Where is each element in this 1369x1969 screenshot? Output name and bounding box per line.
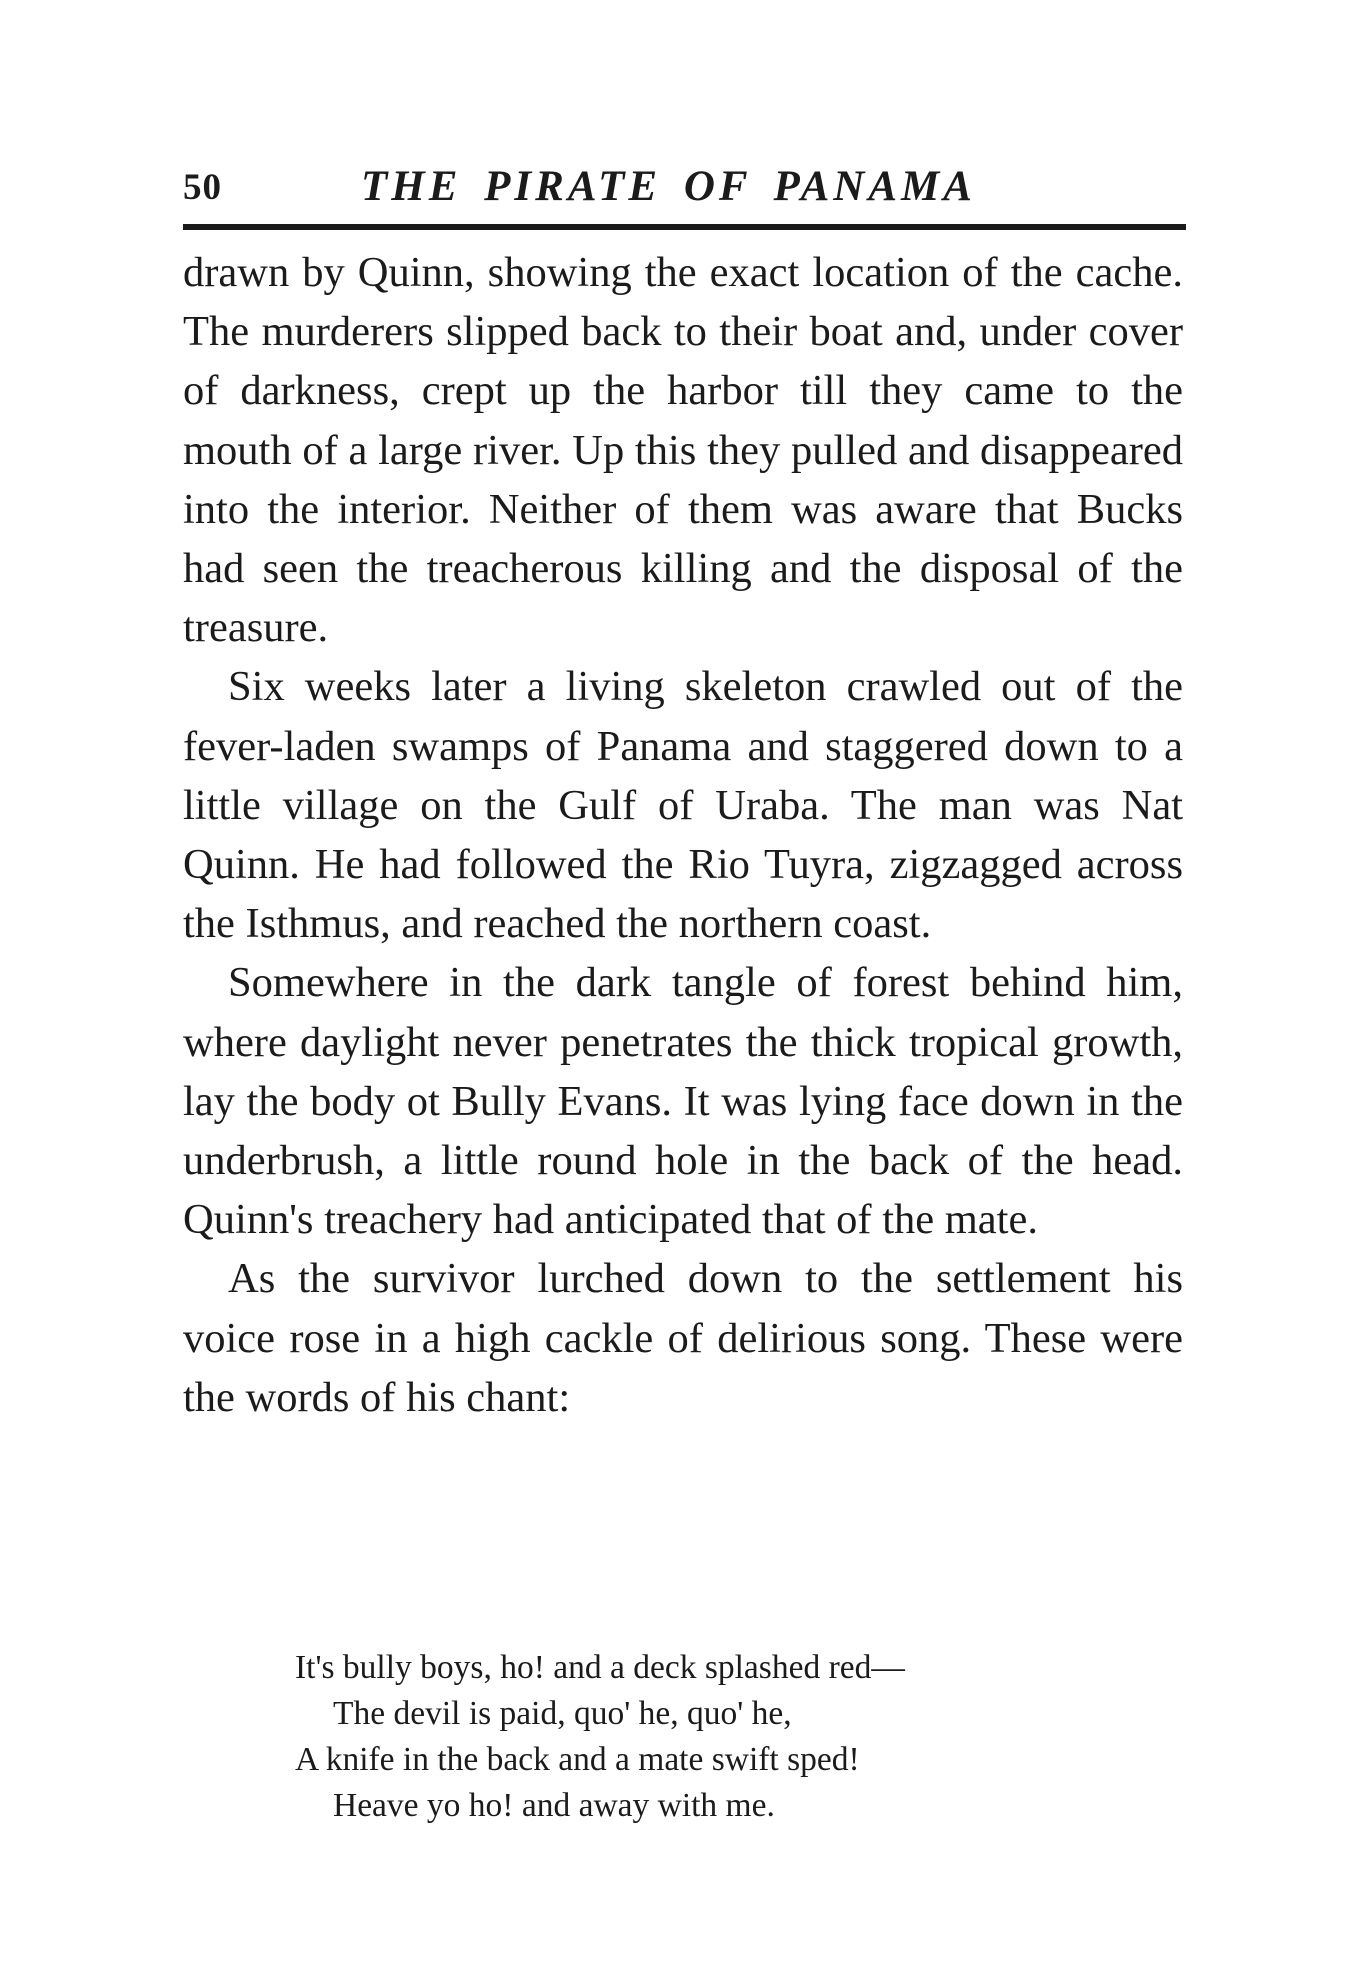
running-head xyxy=(183,162,1186,222)
running-title: THE PIRATE OF PANAMA xyxy=(361,163,976,210)
body-text xyxy=(183,243,1183,1427)
verse-stanza xyxy=(295,1645,905,1829)
page-number: 50 xyxy=(183,167,222,208)
verse-line: A knife in the back and a mate swift sped! xyxy=(295,1741,860,1778)
verse-line: It's bully boys, ho! and a deck splashed red— xyxy=(295,1649,905,1686)
paragraph-2: Six weeks later a living skeleton crawled out of the fever-laden swamps of Panama and staggered down to a little village on the Gulf of Uraba. The man was Nat Quinn. He had followed the Rio Tuyra, zigzagged across the Isthmus, and reached the northern coast. xyxy=(183,663,1183,948)
verse-line: The devil is paid, quo' he, quo' he, xyxy=(333,1695,792,1732)
paragraph-4: As the survivor lurched down to the settlement his voice rose in a high cackle of delirious song. These were the words of his chant: xyxy=(183,1255,1183,1421)
header-rule xyxy=(183,224,1186,230)
verse-line: Heave yo ho! and away with me. xyxy=(333,1787,775,1824)
paragraph-1: drawn by Quinn, showing the exact location of the cache. The murderers slipped back to their boat and, under cover of darkness, crept up the harbor till they came to the mouth of a large river. Up this they pulled and disappeared into the interior. Neither of them was aware that Bucks had seen the treacherous killing and the disposal of the treasure. xyxy=(183,249,1183,652)
paragraph-3: Somewhere in the dark tangle of forest behind him, where daylight never penetrates the thick tropical growth, lay the body ot Bully Evans. It was lying face down in the underbrush, a little round hole in the back of the head. Quinn's treachery had anticipated that of the mate. xyxy=(183,959,1183,1244)
